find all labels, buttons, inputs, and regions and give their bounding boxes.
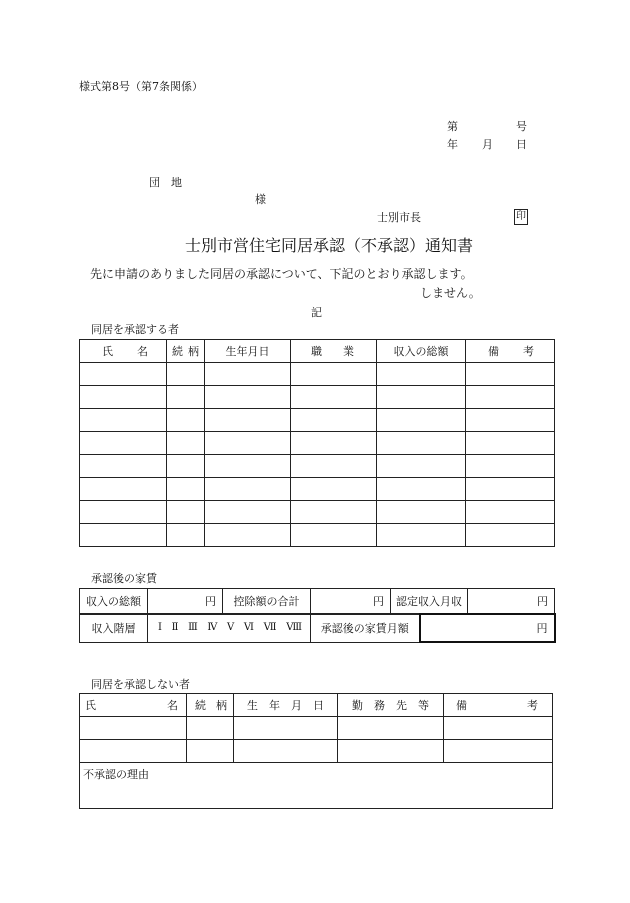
rejected-cell[interactable] <box>187 740 234 763</box>
bracket-6[interactable]: Ⅵ <box>243 622 254 633</box>
table-row <box>80 478 555 501</box>
approved-cell[interactable] <box>377 524 466 547</box>
rejected-header-workplace: 勤 務 先 等 <box>338 694 444 717</box>
monthly-rent-yen[interactable]: 円 <box>420 614 555 642</box>
date-year: 年 <box>447 138 458 151</box>
table-row <box>80 740 553 763</box>
rent-table-row1 <box>79 588 555 614</box>
approved-header-remarks: 備 考 <box>466 340 555 363</box>
approved-cell[interactable] <box>466 386 555 409</box>
approved-cell[interactable] <box>80 409 167 432</box>
intro-text: 先に申請のありました同居の承認について、下記のとおり承認します。 <box>90 267 473 281</box>
approved-cell[interactable] <box>205 432 291 455</box>
rejected-cell[interactable] <box>234 717 338 740</box>
approved-cell[interactable] <box>466 409 555 432</box>
table-row <box>80 386 555 409</box>
approved-table <box>79 339 555 547</box>
approved-cell[interactable] <box>80 363 167 386</box>
rejected-cell[interactable] <box>338 740 444 763</box>
rejected-section-label: 同居を承認しない者 <box>91 678 190 691</box>
addressee-sama: 様 <box>255 193 266 206</box>
monthly-rent-label: 承認後の家賃月額 <box>311 614 420 642</box>
approved-cell[interactable] <box>291 386 377 409</box>
approved-cell[interactable] <box>291 409 377 432</box>
number-dai: 第 <box>447 120 458 133</box>
approved-cell[interactable] <box>377 501 466 524</box>
approved-cell[interactable] <box>205 524 291 547</box>
approved-cell[interactable] <box>291 455 377 478</box>
approved-cell[interactable] <box>167 386 205 409</box>
rejection-reason-cell[interactable] <box>80 763 553 809</box>
certified-income-label: 認定収入月収 <box>391 589 468 614</box>
approved-cell[interactable] <box>466 432 555 455</box>
reason-row <box>80 763 553 809</box>
bracket-3[interactable]: Ⅲ <box>188 622 198 633</box>
approved-header-income: 収入の総額 <box>377 340 466 363</box>
rejected-cell[interactable] <box>338 717 444 740</box>
approved-cell[interactable] <box>377 409 466 432</box>
approved-cell[interactable] <box>377 432 466 455</box>
intro-alt-text: しません。 <box>420 286 481 300</box>
bracket-1[interactable]: Ⅰ <box>158 622 162 633</box>
table-row <box>80 432 555 455</box>
approved-cell[interactable] <box>205 455 291 478</box>
rejected-cell[interactable] <box>444 717 553 740</box>
approved-cell[interactable] <box>466 455 555 478</box>
income-bracket-label: 収入階層 <box>80 614 148 642</box>
rejected-cell[interactable] <box>187 717 234 740</box>
date-month: 月 <box>482 138 493 151</box>
total-income-yen[interactable]: 円 <box>148 589 223 614</box>
ki-marker: 記 <box>311 306 322 319</box>
seal-box <box>514 209 528 225</box>
danchi-char-1: 団 <box>149 176 160 189</box>
approved-cell[interactable] <box>377 386 466 409</box>
approved-cell[interactable] <box>167 501 205 524</box>
table-row <box>80 524 555 547</box>
approved-cell[interactable] <box>205 478 291 501</box>
rejected-header-remarks: 備 考 <box>444 694 553 717</box>
date-day: 日 <box>516 138 527 151</box>
approved-cell[interactable] <box>291 524 377 547</box>
seal-char: 印 <box>516 211 526 222</box>
approved-cell[interactable] <box>80 432 167 455</box>
bracket-4[interactable]: Ⅳ <box>207 622 218 633</box>
approved-cell[interactable] <box>167 409 205 432</box>
rejected-cell[interactable] <box>444 740 553 763</box>
approved-cell[interactable] <box>466 524 555 547</box>
approved-cell[interactable] <box>80 455 167 478</box>
bracket-2[interactable]: Ⅱ <box>171 622 179 633</box>
rejected-cell[interactable] <box>234 740 338 763</box>
rejected-header-name: 氏 名 <box>80 694 187 717</box>
approved-header-row <box>80 340 555 363</box>
approved-cell[interactable] <box>167 478 205 501</box>
approved-header-birthdate: 生年月日 <box>205 340 291 363</box>
approved-cell[interactable] <box>291 501 377 524</box>
rejection-reason-label: 不承認の理由 <box>83 768 149 781</box>
approved-cell[interactable] <box>167 363 205 386</box>
deduction-total-label: 控除額の合計 <box>223 589 311 614</box>
rejected-header-row <box>80 694 553 717</box>
table-row <box>80 717 553 740</box>
deduction-total-yen[interactable]: 円 <box>311 589 391 614</box>
document-title: 士別市営住宅同居承認（不承認）通知書 <box>185 236 474 255</box>
approved-cell[interactable] <box>466 363 555 386</box>
rejected-cell[interactable] <box>80 717 187 740</box>
approved-header-relation: 続 柄 <box>167 340 205 363</box>
approved-cell[interactable] <box>291 363 377 386</box>
bracket-5[interactable]: Ⅴ <box>227 622 235 633</box>
table-row <box>80 455 555 478</box>
bracket-7[interactable]: Ⅶ <box>263 622 277 633</box>
rejected-header-birthdate: 生 年 月 日 <box>234 694 338 717</box>
approved-cell[interactable] <box>205 386 291 409</box>
approved-cell[interactable] <box>377 363 466 386</box>
mayor-title: 士別市長 <box>377 211 421 224</box>
approved-cell[interactable] <box>466 478 555 501</box>
number-go: 号 <box>516 120 527 133</box>
rent-table-row2 <box>79 613 556 643</box>
approved-cell[interactable] <box>291 432 377 455</box>
approved-cell[interactable] <box>377 455 466 478</box>
approved-cell[interactable] <box>377 478 466 501</box>
certified-income-yen[interactable]: 円 <box>468 589 555 614</box>
bracket-8[interactable]: Ⅷ <box>286 622 302 633</box>
rent-row-2 <box>80 614 555 642</box>
approved-cell[interactable] <box>205 501 291 524</box>
approved-cell[interactable] <box>291 478 377 501</box>
approved-cell[interactable] <box>205 363 291 386</box>
form-number: 様式第8号（第7条関係） <box>79 80 203 93</box>
income-bracket-options <box>148 614 311 642</box>
approved-cell[interactable] <box>80 524 167 547</box>
total-income-label: 収入の総額 <box>80 589 148 614</box>
rent-section-label: 承認後の家賃 <box>91 572 157 585</box>
approved-cell[interactable] <box>167 524 205 547</box>
approved-section-label: 同居を承認する者 <box>91 323 179 336</box>
approved-header-occupation: 職 業 <box>291 340 377 363</box>
approved-cell[interactable] <box>80 478 167 501</box>
table-row <box>80 501 555 524</box>
rejected-table <box>79 693 553 809</box>
rejected-cell[interactable] <box>80 740 187 763</box>
table-row <box>80 363 555 386</box>
rejected-header-relation: 続 柄 <box>187 694 234 717</box>
approved-cell[interactable] <box>80 386 167 409</box>
approved-cell[interactable] <box>205 409 291 432</box>
table-row <box>80 409 555 432</box>
approved-cell[interactable] <box>167 455 205 478</box>
approved-header-name: 氏 名 <box>80 340 167 363</box>
approved-cell[interactable] <box>80 501 167 524</box>
approved-cell[interactable] <box>466 501 555 524</box>
danchi-char-2: 地 <box>171 176 182 189</box>
rent-row-1 <box>80 589 555 614</box>
approved-cell[interactable] <box>167 432 205 455</box>
